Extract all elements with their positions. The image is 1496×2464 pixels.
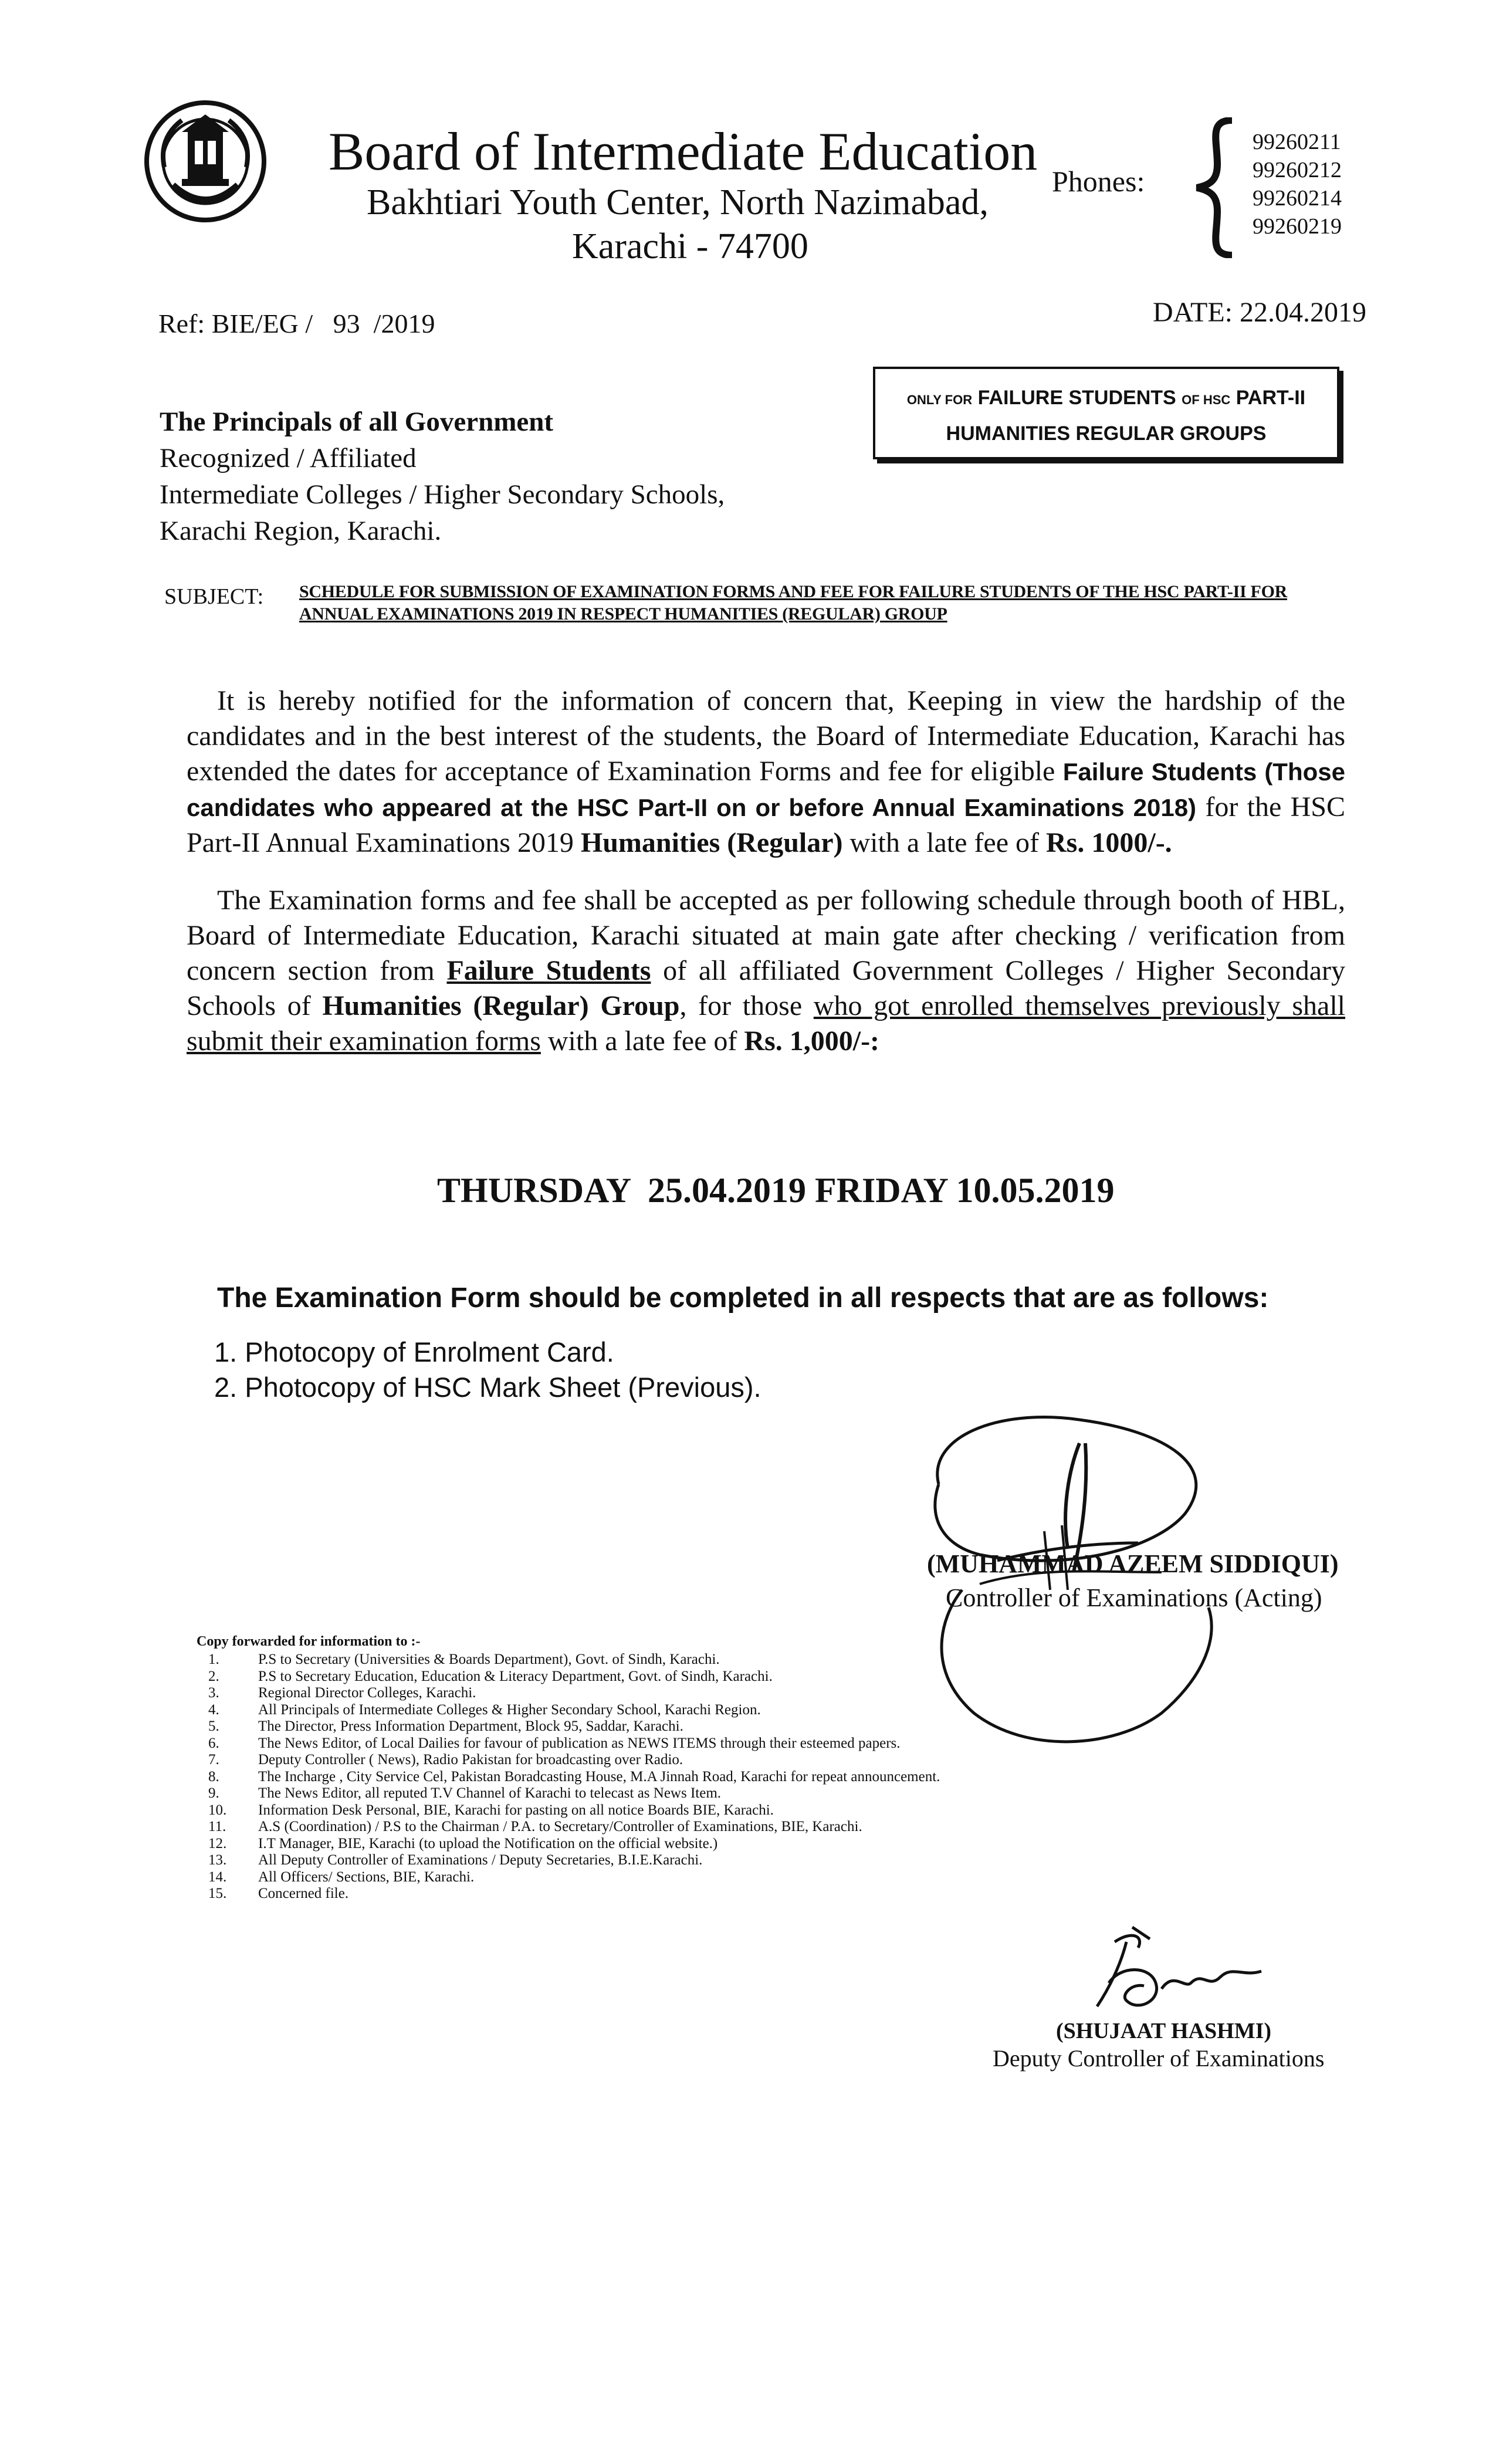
notice-prefix: ONLY FOR: [906, 392, 973, 407]
item-number: 7.: [208, 1752, 219, 1768]
item-text: Information Desk Personal, BIE, Karachi for pasting on all notice Boards BIE, Karachi.: [258, 1802, 774, 1818]
letter-date: DATE: 22.04.2019: [1153, 297, 1366, 328]
para-underlined: who got enrolled themselves previously shall submit their examination forms: [187, 990, 1345, 1057]
schedule-dates: THURSDAY 25.04.2019 FRIDAY 10.05.2019: [437, 1171, 1115, 1210]
notice-main: FAILURE STUDENTS: [977, 387, 1176, 409]
board-seal-logo-icon: [141, 97, 270, 226]
para-emphasis: Rs. 1000/-.: [1046, 827, 1172, 858]
item-text: All Deputy Controller of Examinations / Deputy Secretaries, B.I.E.Karachi.: [258, 1852, 703, 1868]
phone-number: 99260212: [1253, 158, 1342, 182]
item-text: P.S to Secretary (Universities & Boards Department), Govt. of Sindh, Karachi.: [258, 1651, 720, 1667]
para-emphasis: Rs. 1,000/-:: [744, 1025, 880, 1057]
item-text: I.T Manager, BIE, Karachi (to upload the Notification on the official website.): [258, 1835, 718, 1852]
item-text: All Principals of Intermediate Colleges & Higher Secondary School, Karachi Region.: [258, 1701, 761, 1718]
item-text: The Director, Press Information Department, Block 95, Saddar, Karachi.: [258, 1718, 683, 1734]
signer-name: (MUHAMMAD AZEEM SIDDIQUI): [927, 1549, 1339, 1578]
addressee-line: Intermediate Colleges / Higher Secondary Schools,: [160, 479, 725, 510]
list-item: [208, 1702, 940, 1719]
body-paragraph-1: [187, 683, 1345, 861]
para-emphasis: Humanities (Regular) Group: [322, 990, 680, 1021]
item-text: Concerned file.: [258, 1886, 349, 1901]
phone-number: 99260219: [1253, 214, 1342, 239]
para-text: of all affiliated Government Colleges / Higher Secondary Schools of: [187, 955, 1345, 1021]
item-number: 10.: [208, 1802, 227, 1818]
addressee-line: Recognized / Affiliated: [160, 443, 417, 473]
list-item: [208, 1735, 940, 1752]
item-text: Deputy Controller ( News), Radio Pakistan for broadcasting over Radio.: [258, 1752, 683, 1768]
item-number: 11.: [208, 1819, 226, 1835]
item-number: 5.: [208, 1718, 219, 1734]
list-item: [208, 1668, 940, 1685]
list-item: [208, 1802, 940, 1819]
body-paragraph-2: [187, 883, 1345, 1059]
item-number: 8.: [208, 1768, 219, 1785]
para-text: for the HSC Part-II Annual Examinations 2019: [187, 791, 1346, 858]
subject-text: SCHEDULE FOR SUBMISSION OF EXAMINATION FORMS AND FEE FOR FAILURE STUDENTS OF THE HSC PART-II FOR ANNUAL EXAMINATIONS 2019 IN RESPECT HUMANITIES (REGULAR) GROUP: [299, 582, 1287, 624]
signer-name: (SHUJAAT HASHMI): [1056, 2019, 1272, 2043]
notice-box: [873, 367, 1339, 459]
list-item: [208, 1836, 940, 1853]
list-item: [208, 1685, 940, 1702]
curly-brace-icon: [1191, 117, 1244, 258]
addressee-block: [160, 404, 725, 549]
item-number: 2.: [208, 1668, 219, 1684]
copy-recipients-list: [208, 1651, 940, 1903]
organization-name: Board of Intermediate Education: [329, 121, 1038, 181]
notice-mid: OF HSC: [1182, 392, 1231, 407]
item-text: Regional Director Colleges, Karachi.: [258, 1685, 476, 1701]
subject-label: SUBJECT:: [164, 584, 264, 609]
list-item: [208, 1869, 940, 1886]
phones-label: Phones:: [1052, 165, 1145, 198]
list-item: 1. Photocopy of Enrolment Card.: [214, 1336, 614, 1368]
handwritten-signature-icon: [1085, 1918, 1273, 2024]
list-item: [208, 1752, 940, 1769]
phone-numbers: [1253, 128, 1342, 241]
item-text: All Officers/ Sections, BIE, Karachi.: [258, 1869, 475, 1885]
item-text: The News Editor, of Local Dailies for favour of publication as NEWS ITEMS through their esteemed papers.: [258, 1735, 901, 1751]
para-text: with a late fee of: [540, 1025, 744, 1057]
item-number: 1.: [208, 1651, 219, 1667]
list-item: [208, 1886, 940, 1903]
para-emphasis: Humanities (Regular): [580, 827, 843, 858]
requirements-list: [214, 1335, 761, 1405]
list-item: [208, 1852, 940, 1869]
list-item: [208, 1785, 940, 1802]
para-emphasis: Failure Students: [446, 955, 651, 986]
item-number: 14.: [208, 1869, 227, 1885]
addressee-line: Karachi Region, Karachi.: [160, 516, 442, 546]
item-text: A.S (Coordination) / P.S to the Chairman / P.A. to Secretary/Controller of Examinations, BIE, Karachi.: [258, 1819, 862, 1835]
item-number: 15.: [208, 1886, 227, 1901]
item-text: The News Editor, all reputed T.V Channel of Karachi to telecast as News Item.: [258, 1785, 722, 1801]
para-text: It is hereby notified for the information of concern that, Keeping in view the hardship of the candidates and in the best interest of the students, the Board of Intermediate Education, Karachi has extended the dates for acceptance of Examination Forms and fee for eligible: [187, 685, 1345, 787]
item-number: 3.: [208, 1685, 219, 1701]
item-text: The Incharge , City Service Cel, Pakistan Boradcasting House, M.A Jinnah Road, Karachi for repeat announcement.: [258, 1768, 940, 1785]
completion-title: The Examination Form should be completed in all respects that are as follows:: [217, 1282, 1269, 1314]
organization-address: Bakhtiari Youth Center, North Nazimabad,: [367, 182, 989, 222]
item-number: 13.: [208, 1852, 227, 1868]
para-text: The Examination forms and fee shall be accepted as per following schedule through booth of HBL, Board of Intermediate Education, Karachi situated at main gate after checking / verification from concern section from: [187, 885, 1345, 986]
item-number: 12.: [208, 1835, 227, 1852]
list-item: [208, 1769, 940, 1786]
notice-part: PART-II: [1236, 387, 1306, 409]
para-emphasis: Failure Students (Those candidates who appeared at the HSC Part-II on or before Annual Examinations 2018): [187, 758, 1345, 821]
list-item: [208, 1819, 940, 1836]
list-item: 2. Photocopy of HSC Mark Sheet (Previous).: [214, 1372, 761, 1403]
notice-line-2: HUMANITIES REGULAR GROUPS: [946, 422, 1267, 445]
reference-number: Ref: BIE/EG / 93 /2019: [158, 309, 435, 339]
item-number: 4.: [208, 1701, 219, 1718]
addressee-line: The Principals of all Government: [160, 407, 554, 437]
copy-forwarded-title: Copy forwarded for information to :-: [197, 1634, 421, 1649]
item-number: 9.: [208, 1785, 219, 1801]
phone-number: 99260214: [1253, 186, 1342, 211]
para-text: , for those: [679, 990, 814, 1021]
organization-city: Karachi - 74700: [572, 226, 808, 266]
phone-number: 99260211: [1253, 130, 1341, 154]
signer-title: Deputy Controller of Examinations: [993, 2045, 1325, 2072]
list-item: [208, 1718, 940, 1735]
notice-line-1: [875, 387, 1337, 409]
para-text: with a late fee of: [842, 827, 1047, 858]
item-text: P.S to Secretary Education, Education & Literacy Department, Govt. of Sindh, Karachi.: [258, 1668, 773, 1684]
list-item: [208, 1651, 940, 1668]
signer-title: Controller of Examinations (Acting): [946, 1583, 1322, 1612]
item-number: 6.: [208, 1735, 219, 1751]
